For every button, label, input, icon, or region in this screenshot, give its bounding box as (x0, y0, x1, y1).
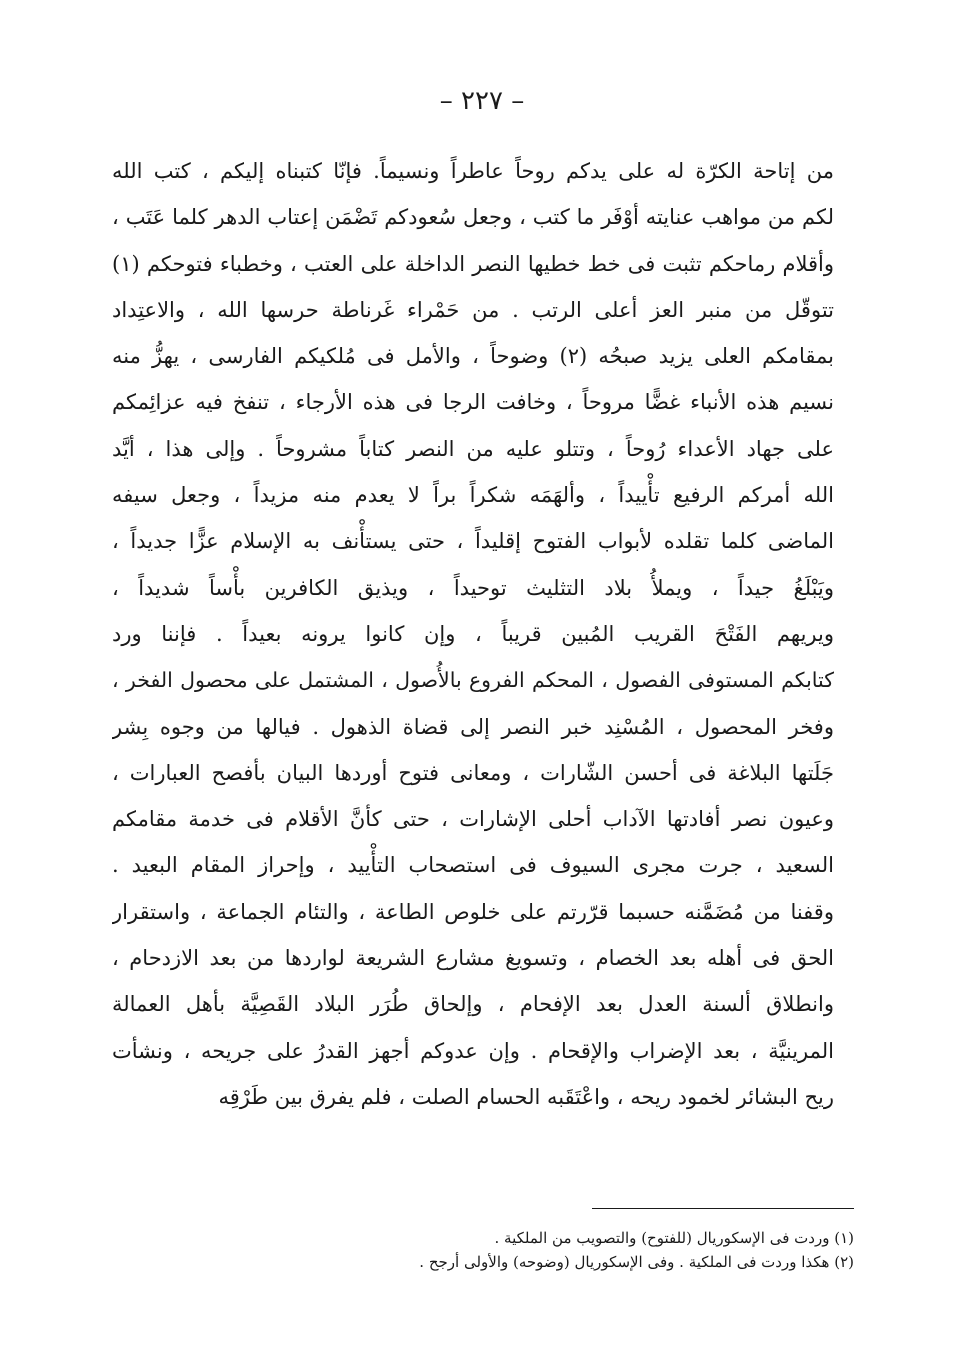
text-line: تتوقّل من منبر العز أعلى الرتب . من حَمْراء غَرناطة حرسها الله ، والاعتِداد (112, 297, 834, 322)
footnotes (200, 1226, 854, 1274)
text-line: الحق فى أهله بعد الخصام ، وتسويغ مشارع الشريعة لواردها من بعد الازدحام ، (112, 946, 834, 971)
text-line: السعيد ، جرت مجرى السيوف فى استصحاب التأْييد ، وإحراز المقام البعيد . (112, 853, 834, 878)
text-line: نسيم هذه الأنباء غضًّا مروحاً ، وخافت الرجا فى هذه الأرجاء ، تنفخ فيه عزائِمكم (112, 390, 834, 415)
page-number: – ٢٢٧ – (439, 86, 525, 116)
text-line: المرينيَّة ، بعد الإضراب والإقحام . وإن عدوكم أجهز القدرُ على جريحه ، ونشأت (112, 1038, 834, 1063)
text-line: ويريهم الفَتْحَ القريب المُبين قريباً ، وإن كانوا يرونه بعيداً . فإننا ورد (112, 621, 834, 646)
footnote-divider (592, 1208, 854, 1209)
text-line: لكم من مواهب عنايته أوْفَر ما كتب ، وجعل سُعودكم تَضْمَن إعتاب الدهر كلما عَتَب ، (112, 205, 834, 230)
text-line: بمقامكم العلى يزيد صبحُه (٢) وضوحاً ، والأمل فى مُلكيكم الفارسى ، يهزُّ منه (112, 344, 834, 369)
footnote-1: (١) وردت فى الإسكوريال (للفتوح) والتصويب من الملكية . (494, 1229, 854, 1247)
body-text (112, 148, 834, 1120)
text-line: ريح البشائر لخمود ريحه ، واعْتَقَبه الحسام الصلت ، فلم يفرق بين طَرْقِه (218, 1084, 834, 1109)
text-line: الله أمركم الرفيع تأْييداً ، وألهَمَه شكراً براً لا يعدم منه مزيداً ، وجعل سيفه (112, 483, 834, 508)
text-line: من إتاحة الكرّة له على يدكم روحاً عاطراً ونسيماً. فإنّا كتبناه إليكم ، كتب الله (112, 159, 834, 183)
text-line: وأقلام رماحكم تثبت فى خط خطيها النصر الداخلة على العتب ، وخطباء فتوحكم (١) (112, 251, 834, 276)
text-line: على جهاد الأعداء رُوحاً ، وتتلو عليه من النصر كتاباً مشروحاً . وإلى هذا ، أيَّد (112, 436, 834, 461)
text-line: وعيون نصر أفادتها الآداب أحلى الإشارات ، حتى كأنَّ الأقلام فى خدمة مقامكم (112, 807, 834, 832)
text-line: وفخر المحصول ، المُسْنِد خبر النصر إلى قضاة الذهول . فيالها من وجوه بِشر (112, 714, 834, 739)
text-line: جَلَتها البلاغة فى أحسن الشّارات ، ومعانى فتوح أوردها البيان بأفصح العبارات ، (112, 760, 834, 785)
text-line: كتابكم المستوفى الفصول ، المحكم الفروع بالأُصول ، المشتمل على محصول الفخر ، (112, 668, 834, 693)
text-line: ويَبْلَغُ جيداً ، ويملأُ بلاد التثليث توحيداً ، ويذيق الكافرين بأْساً شديداً ، (112, 575, 834, 600)
text-line: وقفنا من مُضَمَّنه حسبما قرّرتم على خلوص الطاعة ، والتئام الجماعة ، واستقرار (112, 899, 834, 924)
footnote-2: (٢) هكذا وردت فى الملكية . وفى الإسكوريال (وضوحه) والأولى أرجح . (419, 1253, 854, 1271)
text-line: الماضى كلما تقلده لأبواب الفتوح إقليداً ، حتى يستأْنف به الإسلام عزًّا جديداً ، (112, 529, 834, 554)
text-line: وانطلاق ألسنة العدل بعد الإفحام ، وإلحاق طُرَر البلاد القَصِيَّة بأهل العمالة (112, 992, 834, 1017)
